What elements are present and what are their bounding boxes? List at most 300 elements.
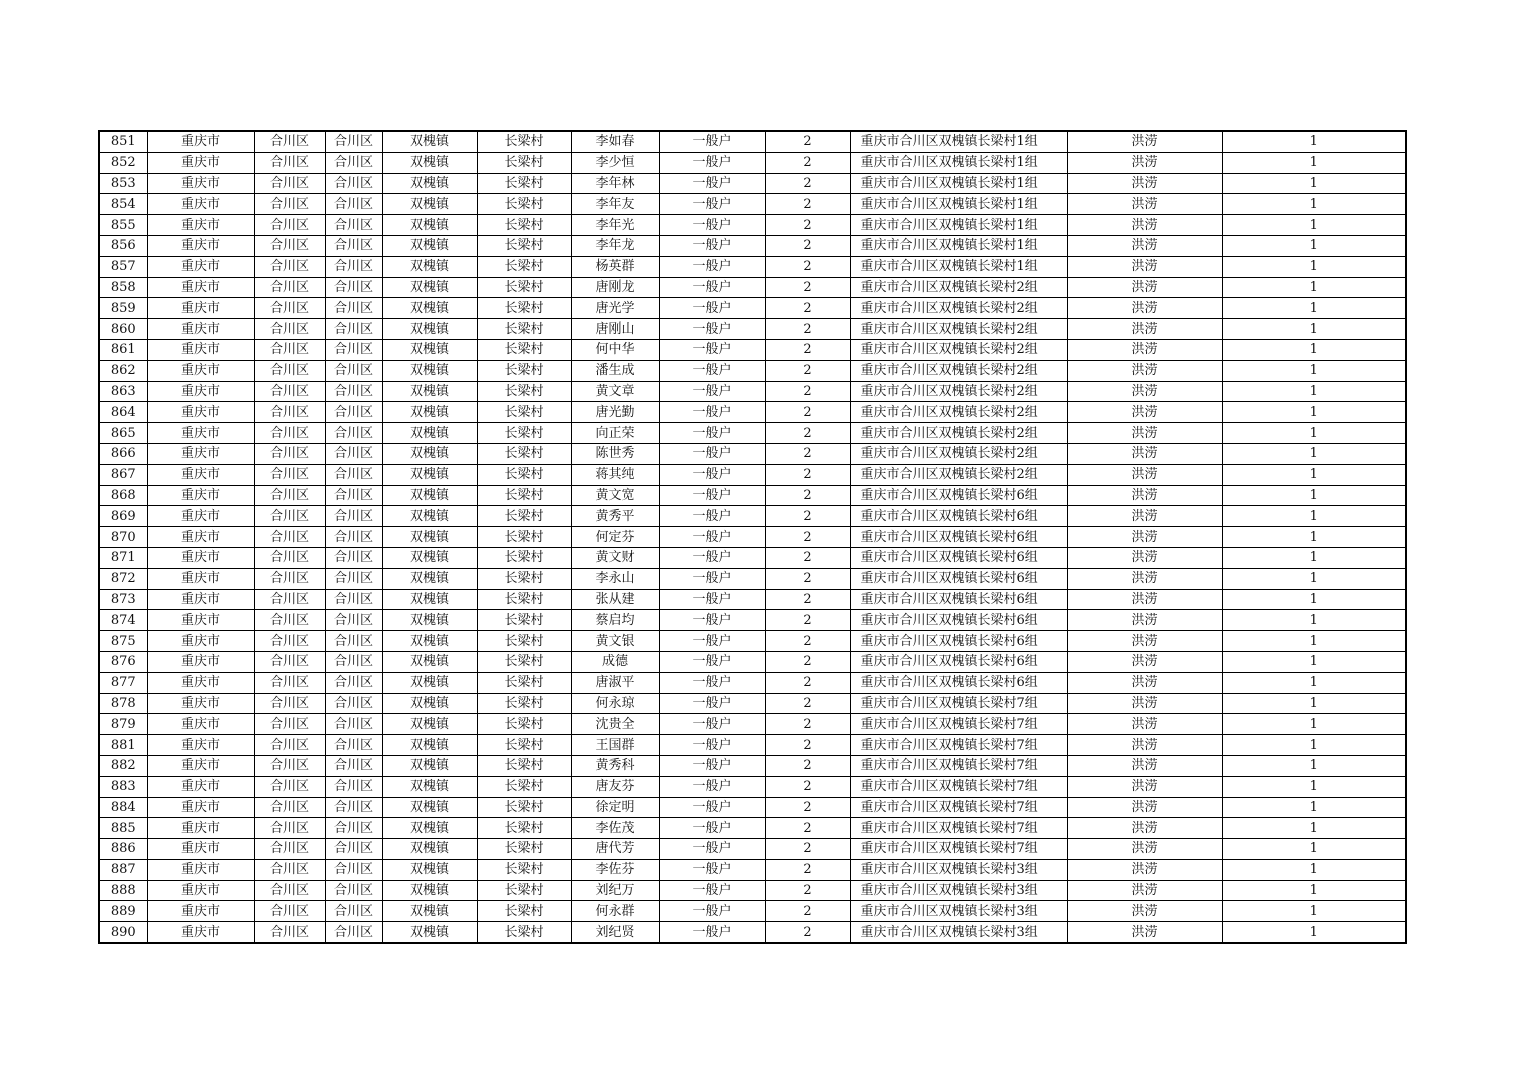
quantity-cell: 1 bbox=[1222, 589, 1406, 610]
town-cell: 双槐镇 bbox=[382, 131, 477, 152]
city-cell: 重庆市 bbox=[147, 256, 254, 277]
quantity-cell: 1 bbox=[1222, 402, 1406, 423]
count-cell: 2 bbox=[765, 797, 850, 818]
disaster-type-cell: 洪涝 bbox=[1067, 568, 1222, 589]
district-cell: 合川区 bbox=[254, 464, 325, 485]
address-cell: 重庆市合川区双槐镇长梁村2组 bbox=[850, 423, 1067, 444]
village-cell: 长梁村 bbox=[477, 631, 571, 652]
county-cell: 合川区 bbox=[325, 423, 382, 444]
county-cell: 合川区 bbox=[325, 568, 382, 589]
town-cell: 双槐镇 bbox=[382, 735, 477, 756]
village-cell: 长梁村 bbox=[477, 423, 571, 444]
village-cell: 长梁村 bbox=[477, 256, 571, 277]
village-cell: 长梁村 bbox=[477, 901, 571, 922]
county-cell: 合川区 bbox=[325, 215, 382, 236]
table-row bbox=[99, 464, 1406, 485]
table-row bbox=[99, 776, 1406, 797]
quantity-cell: 1 bbox=[1222, 485, 1406, 506]
town-cell: 双槐镇 bbox=[382, 256, 477, 277]
county-cell: 合川区 bbox=[325, 152, 382, 173]
city-cell: 重庆市 bbox=[147, 506, 254, 527]
disaster-type-cell: 洪涝 bbox=[1067, 922, 1222, 943]
count-cell: 2 bbox=[765, 131, 850, 152]
table-row bbox=[99, 610, 1406, 631]
name-cell: 唐光勤 bbox=[571, 402, 659, 423]
row-number-cell: 859 bbox=[99, 298, 147, 319]
county-cell: 合川区 bbox=[325, 631, 382, 652]
count-cell: 2 bbox=[765, 506, 850, 527]
quantity-cell: 1 bbox=[1222, 755, 1406, 776]
row-number-cell: 861 bbox=[99, 339, 147, 360]
name-cell: 唐刚山 bbox=[571, 319, 659, 340]
district-cell: 合川区 bbox=[254, 402, 325, 423]
town-cell: 双槐镇 bbox=[382, 693, 477, 714]
name-cell: 徐定明 bbox=[571, 797, 659, 818]
city-cell: 重庆市 bbox=[147, 319, 254, 340]
district-cell: 合川区 bbox=[254, 423, 325, 444]
city-cell: 重庆市 bbox=[147, 839, 254, 860]
village-cell: 长梁村 bbox=[477, 443, 571, 464]
household-type-cell: 一般户 bbox=[659, 651, 765, 672]
disaster-type-cell: 洪涝 bbox=[1067, 194, 1222, 215]
count-cell: 2 bbox=[765, 173, 850, 194]
table-row bbox=[99, 194, 1406, 215]
district-cell: 合川区 bbox=[254, 610, 325, 631]
address-cell: 重庆市合川区双槐镇长梁村3组 bbox=[850, 901, 1067, 922]
name-cell: 李如春 bbox=[571, 131, 659, 152]
name-cell: 何永群 bbox=[571, 901, 659, 922]
name-cell: 刘纪贤 bbox=[571, 922, 659, 943]
quantity-cell: 1 bbox=[1222, 651, 1406, 672]
district-cell: 合川区 bbox=[254, 568, 325, 589]
quantity-cell: 1 bbox=[1222, 818, 1406, 839]
household-type-cell: 一般户 bbox=[659, 901, 765, 922]
quantity-cell: 1 bbox=[1222, 215, 1406, 236]
table-row bbox=[99, 152, 1406, 173]
table-row bbox=[99, 755, 1406, 776]
district-cell: 合川区 bbox=[254, 235, 325, 256]
household-type-cell: 一般户 bbox=[659, 173, 765, 194]
quantity-cell: 1 bbox=[1222, 839, 1406, 860]
village-cell: 长梁村 bbox=[477, 215, 571, 236]
quantity-cell: 1 bbox=[1222, 235, 1406, 256]
count-cell: 2 bbox=[765, 277, 850, 298]
count-cell: 2 bbox=[765, 360, 850, 381]
address-cell: 重庆市合川区双槐镇长梁村2组 bbox=[850, 298, 1067, 319]
disaster-type-cell: 洪涝 bbox=[1067, 610, 1222, 631]
name-cell: 黄文章 bbox=[571, 381, 659, 402]
name-cell: 黄秀科 bbox=[571, 755, 659, 776]
county-cell: 合川区 bbox=[325, 339, 382, 360]
table-row bbox=[99, 131, 1406, 152]
name-cell: 李年龙 bbox=[571, 235, 659, 256]
name-cell: 唐光学 bbox=[571, 298, 659, 319]
county-cell: 合川区 bbox=[325, 443, 382, 464]
address-cell: 重庆市合川区双槐镇长梁村6组 bbox=[850, 485, 1067, 506]
village-cell: 长梁村 bbox=[477, 547, 571, 568]
village-cell: 长梁村 bbox=[477, 131, 571, 152]
address-cell: 重庆市合川区双槐镇长梁村1组 bbox=[850, 235, 1067, 256]
table-row bbox=[99, 298, 1406, 319]
name-cell: 唐友芬 bbox=[571, 776, 659, 797]
row-number-cell: 889 bbox=[99, 901, 147, 922]
town-cell: 双槐镇 bbox=[382, 859, 477, 880]
count-cell: 2 bbox=[765, 485, 850, 506]
village-cell: 长梁村 bbox=[477, 589, 571, 610]
village-cell: 长梁村 bbox=[477, 651, 571, 672]
household-type-cell: 一般户 bbox=[659, 589, 765, 610]
household-type-cell: 一般户 bbox=[659, 839, 765, 860]
count-cell: 2 bbox=[765, 256, 850, 277]
county-cell: 合川区 bbox=[325, 818, 382, 839]
city-cell: 重庆市 bbox=[147, 152, 254, 173]
count-cell: 2 bbox=[765, 443, 850, 464]
quantity-cell: 1 bbox=[1222, 360, 1406, 381]
name-cell: 何定芬 bbox=[571, 527, 659, 548]
quantity-cell: 1 bbox=[1222, 298, 1406, 319]
town-cell: 双槐镇 bbox=[382, 277, 477, 298]
city-cell: 重庆市 bbox=[147, 194, 254, 215]
city-cell: 重庆市 bbox=[147, 485, 254, 506]
village-cell: 长梁村 bbox=[477, 506, 571, 527]
town-cell: 双槐镇 bbox=[382, 755, 477, 776]
village-cell: 长梁村 bbox=[477, 152, 571, 173]
address-cell: 重庆市合川区双槐镇长梁村2组 bbox=[850, 277, 1067, 298]
count-cell: 2 bbox=[765, 610, 850, 631]
district-cell: 合川区 bbox=[254, 443, 325, 464]
household-type-cell: 一般户 bbox=[659, 755, 765, 776]
disaster-type-cell: 洪涝 bbox=[1067, 485, 1222, 506]
count-cell: 2 bbox=[765, 693, 850, 714]
household-type-cell: 一般户 bbox=[659, 194, 765, 215]
address-cell: 重庆市合川区双槐镇长梁村1组 bbox=[850, 173, 1067, 194]
disaster-type-cell: 洪涝 bbox=[1067, 277, 1222, 298]
quantity-cell: 1 bbox=[1222, 277, 1406, 298]
district-cell: 合川区 bbox=[254, 215, 325, 236]
county-cell: 合川区 bbox=[325, 610, 382, 631]
county-cell: 合川区 bbox=[325, 693, 382, 714]
name-cell: 沈贵全 bbox=[571, 714, 659, 735]
village-cell: 长梁村 bbox=[477, 880, 571, 901]
table-row bbox=[99, 527, 1406, 548]
table-row bbox=[99, 922, 1406, 943]
count-cell: 2 bbox=[765, 631, 850, 652]
table-row bbox=[99, 735, 1406, 756]
name-cell: 蒋其纯 bbox=[571, 464, 659, 485]
disaster-type-cell: 洪涝 bbox=[1067, 527, 1222, 548]
district-cell: 合川区 bbox=[254, 339, 325, 360]
row-number-cell: 872 bbox=[99, 568, 147, 589]
name-cell: 唐刚龙 bbox=[571, 277, 659, 298]
row-number-cell: 874 bbox=[99, 610, 147, 631]
name-cell: 李少恒 bbox=[571, 152, 659, 173]
disaster-type-cell: 洪涝 bbox=[1067, 735, 1222, 756]
town-cell: 双槐镇 bbox=[382, 152, 477, 173]
district-cell: 合川区 bbox=[254, 776, 325, 797]
city-cell: 重庆市 bbox=[147, 631, 254, 652]
row-number-cell: 851 bbox=[99, 131, 147, 152]
city-cell: 重庆市 bbox=[147, 859, 254, 880]
household-type-cell: 一般户 bbox=[659, 152, 765, 173]
disaster-type-cell: 洪涝 bbox=[1067, 776, 1222, 797]
quantity-cell: 1 bbox=[1222, 256, 1406, 277]
disaster-type-cell: 洪涝 bbox=[1067, 839, 1222, 860]
village-cell: 长梁村 bbox=[477, 610, 571, 631]
district-cell: 合川区 bbox=[254, 547, 325, 568]
quantity-cell: 1 bbox=[1222, 693, 1406, 714]
table-row bbox=[99, 839, 1406, 860]
city-cell: 重庆市 bbox=[147, 797, 254, 818]
row-number-cell: 883 bbox=[99, 776, 147, 797]
row-number-cell: 873 bbox=[99, 589, 147, 610]
row-number-cell: 890 bbox=[99, 922, 147, 943]
address-cell: 重庆市合川区双槐镇长梁村7组 bbox=[850, 776, 1067, 797]
town-cell: 双槐镇 bbox=[382, 901, 477, 922]
district-cell: 合川区 bbox=[254, 755, 325, 776]
county-cell: 合川区 bbox=[325, 714, 382, 735]
count-cell: 2 bbox=[765, 776, 850, 797]
household-type-cell: 一般户 bbox=[659, 423, 765, 444]
name-cell: 潘生成 bbox=[571, 360, 659, 381]
village-cell: 长梁村 bbox=[477, 797, 571, 818]
city-cell: 重庆市 bbox=[147, 901, 254, 922]
disaster-type-cell: 洪涝 bbox=[1067, 547, 1222, 568]
county-cell: 合川区 bbox=[325, 319, 382, 340]
city-cell: 重庆市 bbox=[147, 818, 254, 839]
town-cell: 双槐镇 bbox=[382, 547, 477, 568]
quantity-cell: 1 bbox=[1222, 339, 1406, 360]
household-table bbox=[98, 130, 1407, 944]
row-number-cell: 867 bbox=[99, 464, 147, 485]
table-row bbox=[99, 423, 1406, 444]
count-cell: 2 bbox=[765, 464, 850, 485]
village-cell: 长梁村 bbox=[477, 714, 571, 735]
address-cell: 重庆市合川区双槐镇长梁村6组 bbox=[850, 672, 1067, 693]
county-cell: 合川区 bbox=[325, 735, 382, 756]
county-cell: 合川区 bbox=[325, 464, 382, 485]
quantity-cell: 1 bbox=[1222, 506, 1406, 527]
count-cell: 2 bbox=[765, 235, 850, 256]
county-cell: 合川区 bbox=[325, 131, 382, 152]
disaster-type-cell: 洪涝 bbox=[1067, 859, 1222, 880]
town-cell: 双槐镇 bbox=[382, 485, 477, 506]
town-cell: 双槐镇 bbox=[382, 631, 477, 652]
household-type-cell: 一般户 bbox=[659, 131, 765, 152]
district-cell: 合川区 bbox=[254, 880, 325, 901]
city-cell: 重庆市 bbox=[147, 672, 254, 693]
city-cell: 重庆市 bbox=[147, 423, 254, 444]
row-number-cell: 864 bbox=[99, 402, 147, 423]
table-row bbox=[99, 859, 1406, 880]
district-cell: 合川区 bbox=[254, 152, 325, 173]
town-cell: 双槐镇 bbox=[382, 381, 477, 402]
name-cell: 黄秀平 bbox=[571, 506, 659, 527]
district-cell: 合川区 bbox=[254, 631, 325, 652]
quantity-cell: 1 bbox=[1222, 173, 1406, 194]
town-cell: 双槐镇 bbox=[382, 880, 477, 901]
village-cell: 长梁村 bbox=[477, 194, 571, 215]
disaster-type-cell: 洪涝 bbox=[1067, 880, 1222, 901]
address-cell: 重庆市合川区双槐镇长梁村6组 bbox=[850, 589, 1067, 610]
household-type-cell: 一般户 bbox=[659, 610, 765, 631]
count-cell: 2 bbox=[765, 381, 850, 402]
disaster-type-cell: 洪涝 bbox=[1067, 818, 1222, 839]
district-cell: 合川区 bbox=[254, 360, 325, 381]
name-cell: 黄文银 bbox=[571, 631, 659, 652]
county-cell: 合川区 bbox=[325, 755, 382, 776]
disaster-type-cell: 洪涝 bbox=[1067, 381, 1222, 402]
name-cell: 李年光 bbox=[571, 215, 659, 236]
table-row bbox=[99, 651, 1406, 672]
disaster-type-cell: 洪涝 bbox=[1067, 714, 1222, 735]
quantity-cell: 1 bbox=[1222, 152, 1406, 173]
district-cell: 合川区 bbox=[254, 672, 325, 693]
row-number-cell: 881 bbox=[99, 735, 147, 756]
table-row bbox=[99, 672, 1406, 693]
row-number-cell: 870 bbox=[99, 527, 147, 548]
household-type-cell: 一般户 bbox=[659, 776, 765, 797]
name-cell: 李佐茂 bbox=[571, 818, 659, 839]
city-cell: 重庆市 bbox=[147, 131, 254, 152]
household-type-cell: 一般户 bbox=[659, 631, 765, 652]
county-cell: 合川区 bbox=[325, 880, 382, 901]
town-cell: 双槐镇 bbox=[382, 173, 477, 194]
row-number-cell: 857 bbox=[99, 256, 147, 277]
county-cell: 合川区 bbox=[325, 672, 382, 693]
county-cell: 合川区 bbox=[325, 776, 382, 797]
city-cell: 重庆市 bbox=[147, 589, 254, 610]
row-number-cell: 876 bbox=[99, 651, 147, 672]
quantity-cell: 1 bbox=[1222, 631, 1406, 652]
address-cell: 重庆市合川区双槐镇长梁村6组 bbox=[850, 547, 1067, 568]
household-type-cell: 一般户 bbox=[659, 568, 765, 589]
table-row bbox=[99, 714, 1406, 735]
town-cell: 双槐镇 bbox=[382, 423, 477, 444]
address-cell: 重庆市合川区双槐镇长梁村6组 bbox=[850, 506, 1067, 527]
town-cell: 双槐镇 bbox=[382, 818, 477, 839]
county-cell: 合川区 bbox=[325, 527, 382, 548]
row-number-cell: 886 bbox=[99, 839, 147, 860]
name-cell: 杨英群 bbox=[571, 256, 659, 277]
county-cell: 合川区 bbox=[325, 547, 382, 568]
name-cell: 何永琼 bbox=[571, 693, 659, 714]
town-cell: 双槐镇 bbox=[382, 610, 477, 631]
district-cell: 合川区 bbox=[254, 735, 325, 756]
household-type-cell: 一般户 bbox=[659, 859, 765, 880]
count-cell: 2 bbox=[765, 152, 850, 173]
village-cell: 长梁村 bbox=[477, 339, 571, 360]
row-number-cell: 868 bbox=[99, 485, 147, 506]
count-cell: 2 bbox=[765, 755, 850, 776]
disaster-type-cell: 洪涝 bbox=[1067, 235, 1222, 256]
city-cell: 重庆市 bbox=[147, 339, 254, 360]
table-row bbox=[99, 901, 1406, 922]
household-type-cell: 一般户 bbox=[659, 464, 765, 485]
city-cell: 重庆市 bbox=[147, 651, 254, 672]
address-cell: 重庆市合川区双槐镇长梁村7组 bbox=[850, 693, 1067, 714]
quantity-cell: 1 bbox=[1222, 922, 1406, 943]
table-row bbox=[99, 319, 1406, 340]
town-cell: 双槐镇 bbox=[382, 319, 477, 340]
address-cell: 重庆市合川区双槐镇长梁村1组 bbox=[850, 215, 1067, 236]
town-cell: 双槐镇 bbox=[382, 235, 477, 256]
county-cell: 合川区 bbox=[325, 901, 382, 922]
village-cell: 长梁村 bbox=[477, 277, 571, 298]
city-cell: 重庆市 bbox=[147, 755, 254, 776]
county-cell: 合川区 bbox=[325, 506, 382, 527]
district-cell: 合川区 bbox=[254, 527, 325, 548]
quantity-cell: 1 bbox=[1222, 194, 1406, 215]
address-cell: 重庆市合川区双槐镇长梁村1组 bbox=[850, 194, 1067, 215]
county-cell: 合川区 bbox=[325, 485, 382, 506]
village-cell: 长梁村 bbox=[477, 298, 571, 319]
count-cell: 2 bbox=[765, 714, 850, 735]
quantity-cell: 1 bbox=[1222, 381, 1406, 402]
address-cell: 重庆市合川区双槐镇长梁村2组 bbox=[850, 381, 1067, 402]
disaster-type-cell: 洪涝 bbox=[1067, 443, 1222, 464]
quantity-cell: 1 bbox=[1222, 735, 1406, 756]
village-cell: 长梁村 bbox=[477, 402, 571, 423]
household-type-cell: 一般户 bbox=[659, 672, 765, 693]
table-row bbox=[99, 173, 1406, 194]
address-cell: 重庆市合川区双槐镇长梁村1组 bbox=[850, 131, 1067, 152]
table-row bbox=[99, 880, 1406, 901]
address-cell: 重庆市合川区双槐镇长梁村2组 bbox=[850, 319, 1067, 340]
disaster-type-cell: 洪涝 bbox=[1067, 901, 1222, 922]
quantity-cell: 1 bbox=[1222, 901, 1406, 922]
row-number-cell: 879 bbox=[99, 714, 147, 735]
household-type-cell: 一般户 bbox=[659, 256, 765, 277]
table-row bbox=[99, 215, 1406, 236]
name-cell: 李年林 bbox=[571, 173, 659, 194]
count-cell: 2 bbox=[765, 818, 850, 839]
town-cell: 双槐镇 bbox=[382, 797, 477, 818]
name-cell: 黄文宽 bbox=[571, 485, 659, 506]
address-cell: 重庆市合川区双槐镇长梁村7组 bbox=[850, 797, 1067, 818]
district-cell: 合川区 bbox=[254, 194, 325, 215]
address-cell: 重庆市合川区双槐镇长梁村6组 bbox=[850, 631, 1067, 652]
village-cell: 长梁村 bbox=[477, 672, 571, 693]
county-cell: 合川区 bbox=[325, 651, 382, 672]
household-type-cell: 一般户 bbox=[659, 360, 765, 381]
district-cell: 合川区 bbox=[254, 256, 325, 277]
quantity-cell: 1 bbox=[1222, 443, 1406, 464]
count-cell: 2 bbox=[765, 339, 850, 360]
table-row bbox=[99, 256, 1406, 277]
county-cell: 合川区 bbox=[325, 277, 382, 298]
town-cell: 双槐镇 bbox=[382, 298, 477, 319]
row-number-cell: 852 bbox=[99, 152, 147, 173]
city-cell: 重庆市 bbox=[147, 735, 254, 756]
city-cell: 重庆市 bbox=[147, 568, 254, 589]
town-cell: 双槐镇 bbox=[382, 215, 477, 236]
disaster-type-cell: 洪涝 bbox=[1067, 589, 1222, 610]
address-cell: 重庆市合川区双槐镇长梁村3组 bbox=[850, 859, 1067, 880]
household-type-cell: 一般户 bbox=[659, 277, 765, 298]
row-number-cell: 887 bbox=[99, 859, 147, 880]
quantity-cell: 1 bbox=[1222, 547, 1406, 568]
table-row bbox=[99, 339, 1406, 360]
count-cell: 2 bbox=[765, 839, 850, 860]
village-cell: 长梁村 bbox=[477, 235, 571, 256]
city-cell: 重庆市 bbox=[147, 527, 254, 548]
count-cell: 2 bbox=[765, 527, 850, 548]
count-cell: 2 bbox=[765, 922, 850, 943]
town-cell: 双槐镇 bbox=[382, 568, 477, 589]
town-cell: 双槐镇 bbox=[382, 651, 477, 672]
county-cell: 合川区 bbox=[325, 797, 382, 818]
county-cell: 合川区 bbox=[325, 194, 382, 215]
